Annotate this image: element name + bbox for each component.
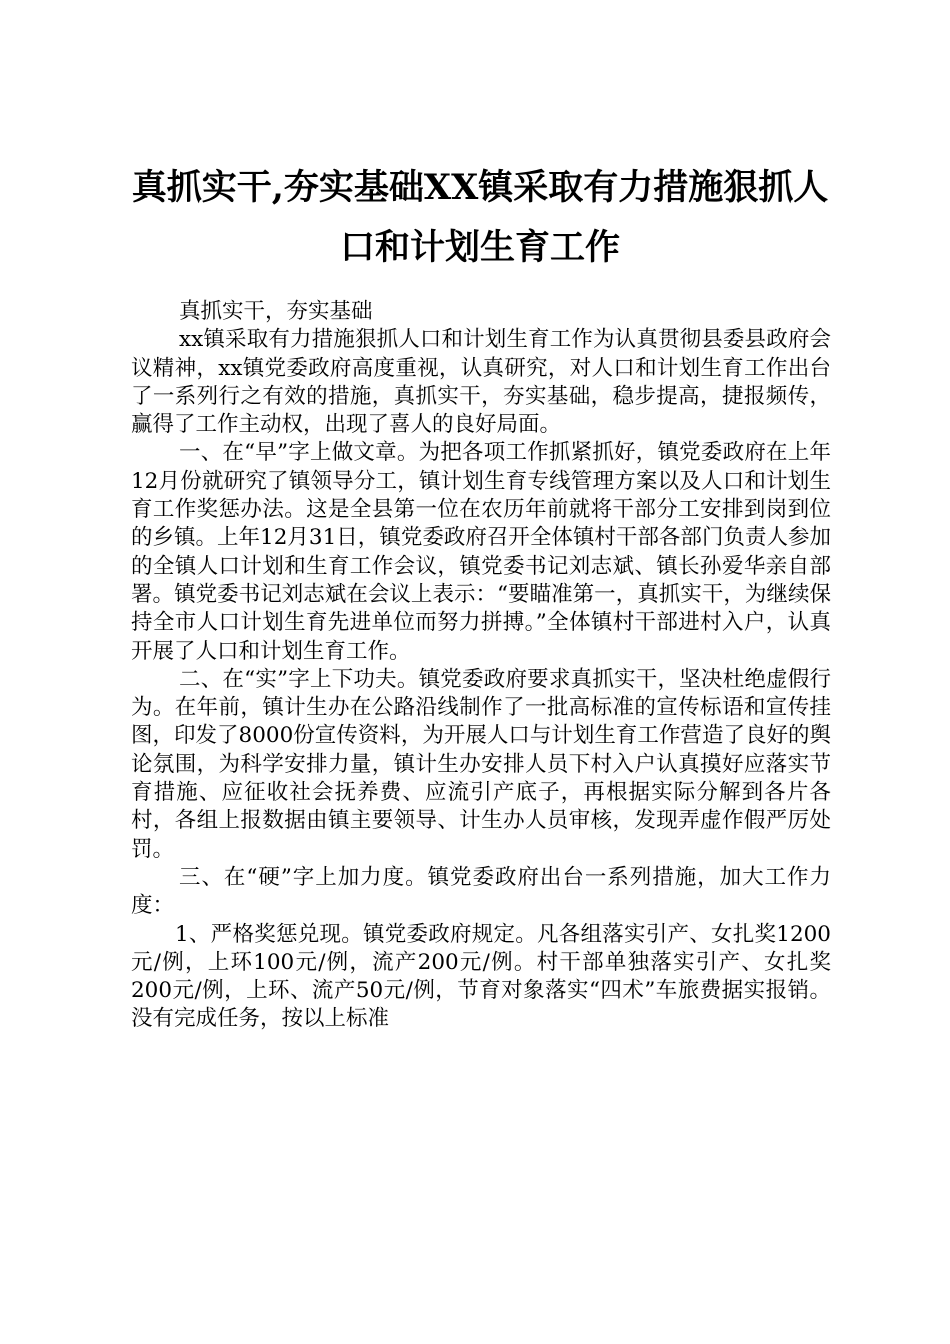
paragraph-item-1: 1、严格奖惩兑现。镇党委政府规定。凡各组落实引产、女扎奖1200元/例，上环100元/例，流产200元/例。村干部单独落实引产、女扎奖200元/例，上环、流产50元/例，节育对象落实“四术”车旅费据实报销。没有完成任务，按以上标准: [131, 921, 831, 1032]
document-title: 真抓实干,夯实基础XX镇采取有力措施狠抓人口和计划生育工作: [131, 167, 829, 268]
paragraph-subtitle: 真抓实干，夯实基础: [179, 299, 373, 324]
paragraph-section-1: 一、在“早”字上做文章。为把各项工作抓紧抓好，镇党委政府在上年12月份就研究了镇领导分工，镇计划生育专线管理方案以及人口和计划生育工作奖惩办法。这是全县第一位在农历年前就将干部分工安排到岗到位的乡镇。上年12月31日，镇党委政府召开全体镇村干部各部门负责人参加的全镇人口计划和生育工作会议，镇党委书记刘志斌、镇长孙爱华亲自部署。镇党委书记刘志斌在会议上表示：“要瞄准第一，真抓实干，为继续保持全市人口计划生育先进单位而努力拼搏。”全体镇村干部进村入户，认真开展了人口和计划生育工作。: [131, 440, 831, 664]
paragraph-section-3: 三、在“硬”字上加力度。镇党委政府出台一系列措施，加大工作力度：: [131, 864, 831, 919]
paragraph-section-2: 二、在“实”字上下功夫。镇党委政府要求真抓实干，坚决杜绝虚假行为。在年前，镇计生办在公路沿线制作了一批高标准的宣传标语和宣传挂图，印发了8000份宣传资料，为开展人口与计划生育工作营造了良好的舆论氛围，为科学安排力量，镇计生办安排人员下村入户认真摸好应落实节育措施、应征收社会抚养费、应流引产底子，再根据实际分解到各片各村，各组上报数据由镇主要领导、计生办人员审核，发现弄虚作假严厉处罚。: [131, 666, 831, 862]
paragraph-intro: xx镇采取有力措施狠抓人口和计划生育工作为认真贯彻县委县政府会议精神，xx镇党委政府高度重视，认真研究，对人口和计划生育工作出台了一系列行之有效的措施，真抓实干，夯实基础，稳步提高，捷报频传，赢得了工作主动权，出现了喜人的良好局面。: [131, 327, 831, 438]
document-body: [131, 298, 831, 1034]
